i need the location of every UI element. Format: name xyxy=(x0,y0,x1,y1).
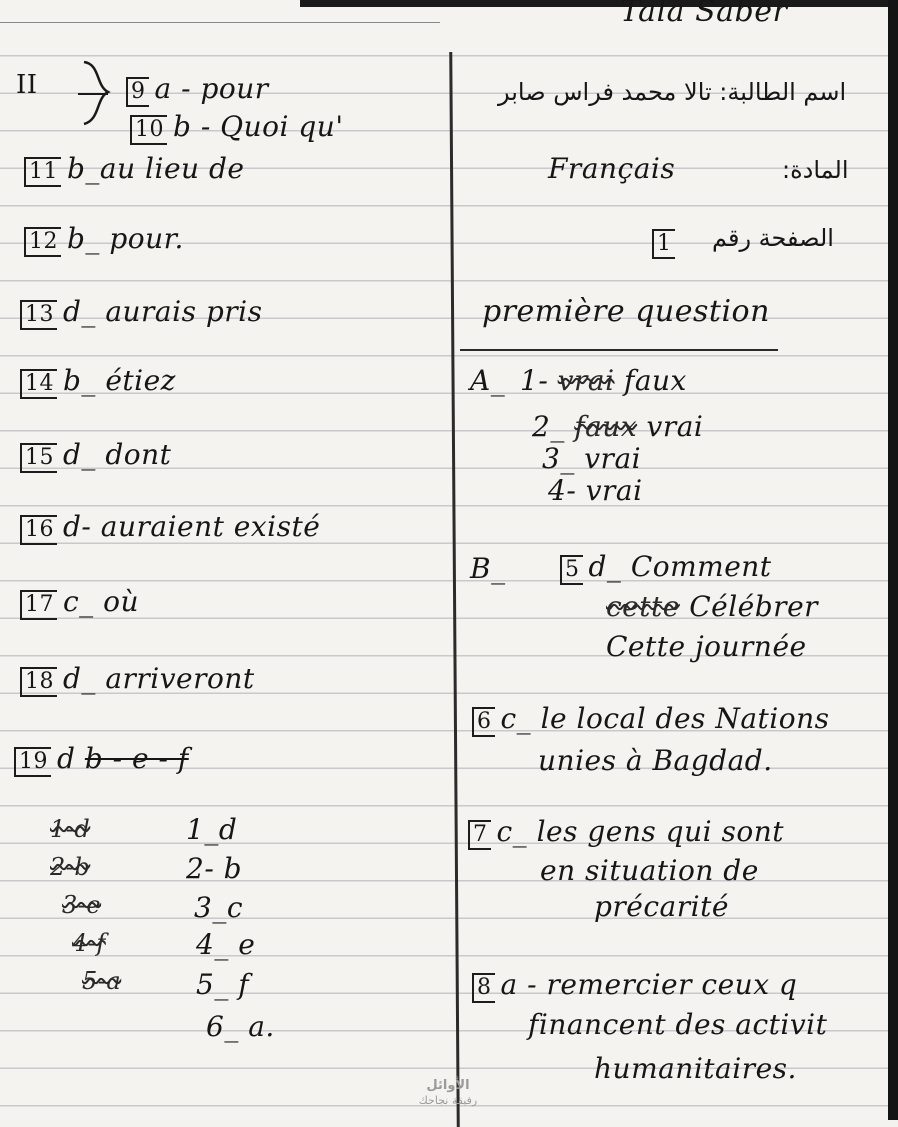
roman-numeral: II xyxy=(16,70,38,100)
answer-16 xyxy=(20,510,320,545)
page-right-shadow xyxy=(888,0,898,1120)
page-number: 1 xyxy=(652,224,681,259)
answer-text: b_au lieu de xyxy=(67,152,245,185)
answer-5-line-1: 5 d_ Comment xyxy=(560,550,772,585)
answer-9 xyxy=(126,72,269,107)
struck-item-2: 2-b xyxy=(50,853,91,881)
answer-6-line-1: 6 c_ le local des Nations xyxy=(472,702,829,737)
part-a-label: A_ xyxy=(470,364,506,397)
answer-text: b - Quoi qu' xyxy=(173,110,344,143)
final-item-6: 6_ a. xyxy=(206,1010,275,1043)
struck-item-5: 5-a xyxy=(82,967,122,995)
answer-6-line-2: unies à Bagdad. xyxy=(538,744,773,777)
brace-icon xyxy=(78,58,118,128)
answer-5-line-2: cette Célébrer xyxy=(606,590,819,623)
final-item-4: 4_ e xyxy=(196,928,256,961)
question-number: 19 xyxy=(14,747,51,777)
answer-7-line-1: 7 c_ les gens qui sont xyxy=(468,815,784,850)
answer-text: b_ étiez xyxy=(63,364,176,397)
question-number: 18 xyxy=(20,667,57,697)
struck-text: b - e - f xyxy=(84,742,189,775)
answer-8-line-3: humanitaires. xyxy=(594,1052,797,1085)
struck-item-1: 1-d xyxy=(50,815,91,843)
question-number: 10 xyxy=(130,115,167,145)
answer-text: d xyxy=(57,742,76,775)
question-number: 17 xyxy=(20,590,57,620)
answer-text: d_ aurais pris xyxy=(63,295,263,328)
answer-text: a - pour xyxy=(154,72,269,105)
top-margin-line xyxy=(0,0,440,23)
answer-text: d_ dont xyxy=(63,438,172,471)
struck-item-4: 4-f xyxy=(72,929,106,957)
question-number: 9 xyxy=(126,77,149,107)
question-number: 15 xyxy=(20,443,57,473)
section-underline xyxy=(460,349,778,351)
answer-text: c_ où xyxy=(63,585,139,618)
answer-8-line-1: 8 a - remercier ceux q xyxy=(472,968,797,1003)
answer-17 xyxy=(20,585,139,620)
answer-text: d- auraient existé xyxy=(63,510,321,543)
final-item-3: 3_c xyxy=(194,891,243,924)
answer-5-line-3: Cette journée xyxy=(606,630,807,663)
watermark-title: الأوائل xyxy=(426,1078,470,1093)
answer-15 xyxy=(20,438,171,473)
question-number: 14 xyxy=(20,369,57,399)
final-item-2: 2- b xyxy=(186,852,243,885)
answer-text: d_ arriveront xyxy=(63,662,255,695)
subject-value: Français xyxy=(548,152,676,185)
student-name: Tala Saber xyxy=(620,0,788,29)
answer-8-line-2: financent des activit xyxy=(528,1008,828,1041)
page-label: الصفحة رقم xyxy=(712,224,834,252)
question-number: 12 xyxy=(24,227,61,257)
final-item-5: 5_ f xyxy=(196,968,250,1001)
answer-10 xyxy=(130,110,344,145)
answer-7-line-2: en situation de xyxy=(540,854,759,887)
part-a-item-4: 4- vrai xyxy=(548,474,643,507)
answer-7-line-3: précarité xyxy=(594,890,729,923)
watermark-tagline: رفيقة نجاحك xyxy=(418,1094,478,1107)
answer-13 xyxy=(20,295,263,330)
question-number: 11 xyxy=(24,157,61,187)
final-item-1: 1_d xyxy=(186,813,238,846)
student-name-line: اسم الطالبة: تالا محمد فراس صابر xyxy=(498,78,847,106)
question-number: 16 xyxy=(20,515,57,545)
answer-12 xyxy=(24,222,184,257)
part-a-item-2: 2_ faux vrai xyxy=(532,410,704,443)
part-a-item-1: 1- vrai faux xyxy=(520,364,687,397)
answer-18 xyxy=(20,662,255,697)
answer-14 xyxy=(20,364,176,399)
section-title: première question xyxy=(482,294,770,329)
watermark-logo xyxy=(398,1078,498,1108)
part-a-item-3: 3_ vrai xyxy=(542,442,642,475)
struck-item-3: 3-e xyxy=(62,891,102,919)
part-b-label: B_ xyxy=(470,552,506,585)
answer-19 xyxy=(14,742,189,777)
answer-11 xyxy=(24,152,244,187)
answer-text: b_ pour. xyxy=(67,222,184,255)
subject-label: المادة: xyxy=(782,156,849,184)
question-number: 13 xyxy=(20,300,57,330)
